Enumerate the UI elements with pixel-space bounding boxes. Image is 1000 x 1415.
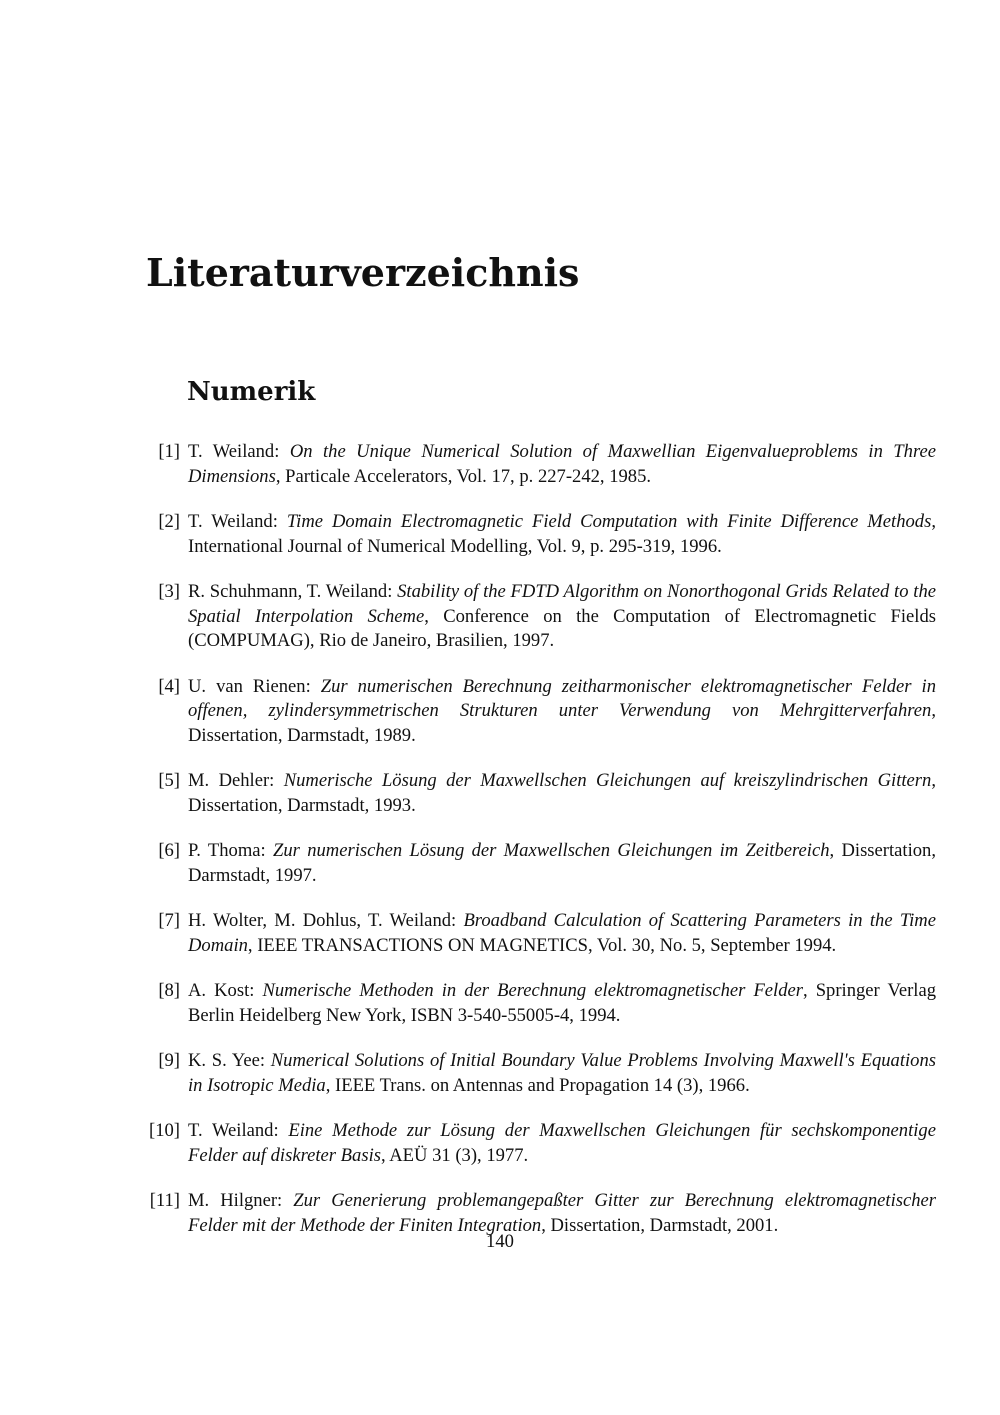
chapter-title: Literaturverzeichnis <box>146 250 580 295</box>
reference-details: , Dissertation, Darmstadt, 1997. <box>188 840 936 886</box>
reference-authors: T. Weiland: <box>188 441 290 462</box>
reference-title: Time Domain Electromagnetic Field Computation with Finite Difference Methods <box>286 511 932 532</box>
reference-authors: A. Kost: <box>188 980 263 1001</box>
reference-title: Eine Methode zur Lösung der Maxwellschen Gleichungen für sechskomponentige Felder auf diskreter Basis <box>188 1120 936 1166</box>
reference-authors: T. Weiland: <box>188 1120 289 1141</box>
reference-item <box>140 440 936 489</box>
reference-title: Numerische Lösung der Maxwellschen Gleichungen auf kreiszylindrischen Gittern <box>283 770 932 791</box>
reference-item <box>140 1049 936 1098</box>
reference-list <box>140 440 936 1259</box>
reference-title: Broadband Calculation of Scattering Parameters in the Time Domain <box>188 910 936 956</box>
reference-number: [4] <box>158 675 180 697</box>
reference-authors: K. S. Yee: <box>188 1050 271 1071</box>
section-title: Numerik <box>187 377 316 407</box>
reference-authors: R. Schuhmann, T. Weiland: <box>188 581 398 602</box>
reference-number: [1] <box>158 441 180 462</box>
reference-authors: M. Dehler: <box>188 770 284 791</box>
reference-number: [11] <box>149 1190 180 1211</box>
reference-details: , AEÜ 31 (3), 1977. <box>380 1144 529 1166</box>
reference-item <box>140 979 936 1028</box>
reference-title: Numerical Solutions of Initial Boundary Value Problems Involving Maxwell's Equations in Isotropic Media <box>188 1050 936 1096</box>
reference-number: [8] <box>158 980 180 1001</box>
reference-title: Zur numerischen Berechnung zeitharmonischer elektromagnetischer Felder in offenen, zylindersymmetrischen Strukturen unter Verwendung von Mehrgitterverfahren <box>188 675 937 721</box>
reference-title: Zur Generierung problemangepaßter Gitter zur Berechnung elektromagnetischer Felder mit der Methode der Finiten Integration <box>188 1190 937 1236</box>
reference-authors: M. Hilgner: <box>188 1190 294 1211</box>
reference-authors: P. Thoma: <box>188 840 274 861</box>
reference-details: , IEEE TRANSACTIONS ON MAGNETICS, Vol. 30, No. 5, September 1994. <box>247 934 837 956</box>
reference-title: On the Unique Numerical Solution of Maxwellian Eigenvalueproblems in Three Dimensions <box>188 441 936 487</box>
reference-authors: U. van Rienen: <box>188 675 321 697</box>
reference-details: , International Journal of Numerical Modelling, Vol. 9, p. 295-319, 1996. <box>188 511 936 557</box>
page-number: 140 <box>486 1231 514 1252</box>
reference-title: Numerische Methoden in der Berechnung elektromagnetischer Felder <box>262 980 804 1001</box>
reference-title: Zur numerischen Lösung der Maxwellschen Gleichungen im Zeitbereich <box>273 840 830 861</box>
reference-number: [7] <box>158 910 180 931</box>
reference-number: [9] <box>158 1050 180 1071</box>
reference-item <box>140 1119 936 1168</box>
reference-details: , Dissertation, Darmstadt, 1989. <box>188 700 936 746</box>
reference-item <box>140 580 936 654</box>
reference-number: [2] <box>158 511 180 532</box>
reference-item <box>140 769 936 818</box>
reference-number: [5] <box>158 770 180 791</box>
reference-details: , IEEE Trans. on Antennas and Propagation 14 (3), 1966. <box>325 1074 750 1096</box>
reference-title: Stability of the FDTD Algorithm on Nonorthogonal Grids Related to the Spatial Interpolation Scheme <box>188 581 936 627</box>
reference-number: [3] <box>158 581 180 602</box>
reference-authors: H. Wolter, M. Dohlus, T. Weiland: <box>188 910 464 931</box>
reference-number: [10] <box>149 1120 180 1141</box>
reference-item <box>140 909 936 958</box>
reference-authors: T. Weiland: <box>188 511 287 532</box>
reference-details: , Particale Accelerators, Vol. 17, p. 227-242, 1985. <box>275 465 652 487</box>
reference-details: , Dissertation, Darmstadt, 1993. <box>188 770 936 816</box>
reference-details: , Dissertation, Darmstadt, 2001. <box>541 1214 779 1236</box>
reference-details: , Springer Verlag Berlin Heidelberg New York, ISBN 3-540-55005-4, 1994. <box>188 980 936 1026</box>
reference-number: [6] <box>158 840 180 861</box>
reference-item <box>140 839 936 888</box>
reference-details: , Conference on the Computation of Electromagnetic Fields (COMPUMAG), Rio de Janeiro, Brasilien, 1997. <box>188 605 936 651</box>
reference-item <box>140 675 936 749</box>
reference-item <box>140 510 936 559</box>
